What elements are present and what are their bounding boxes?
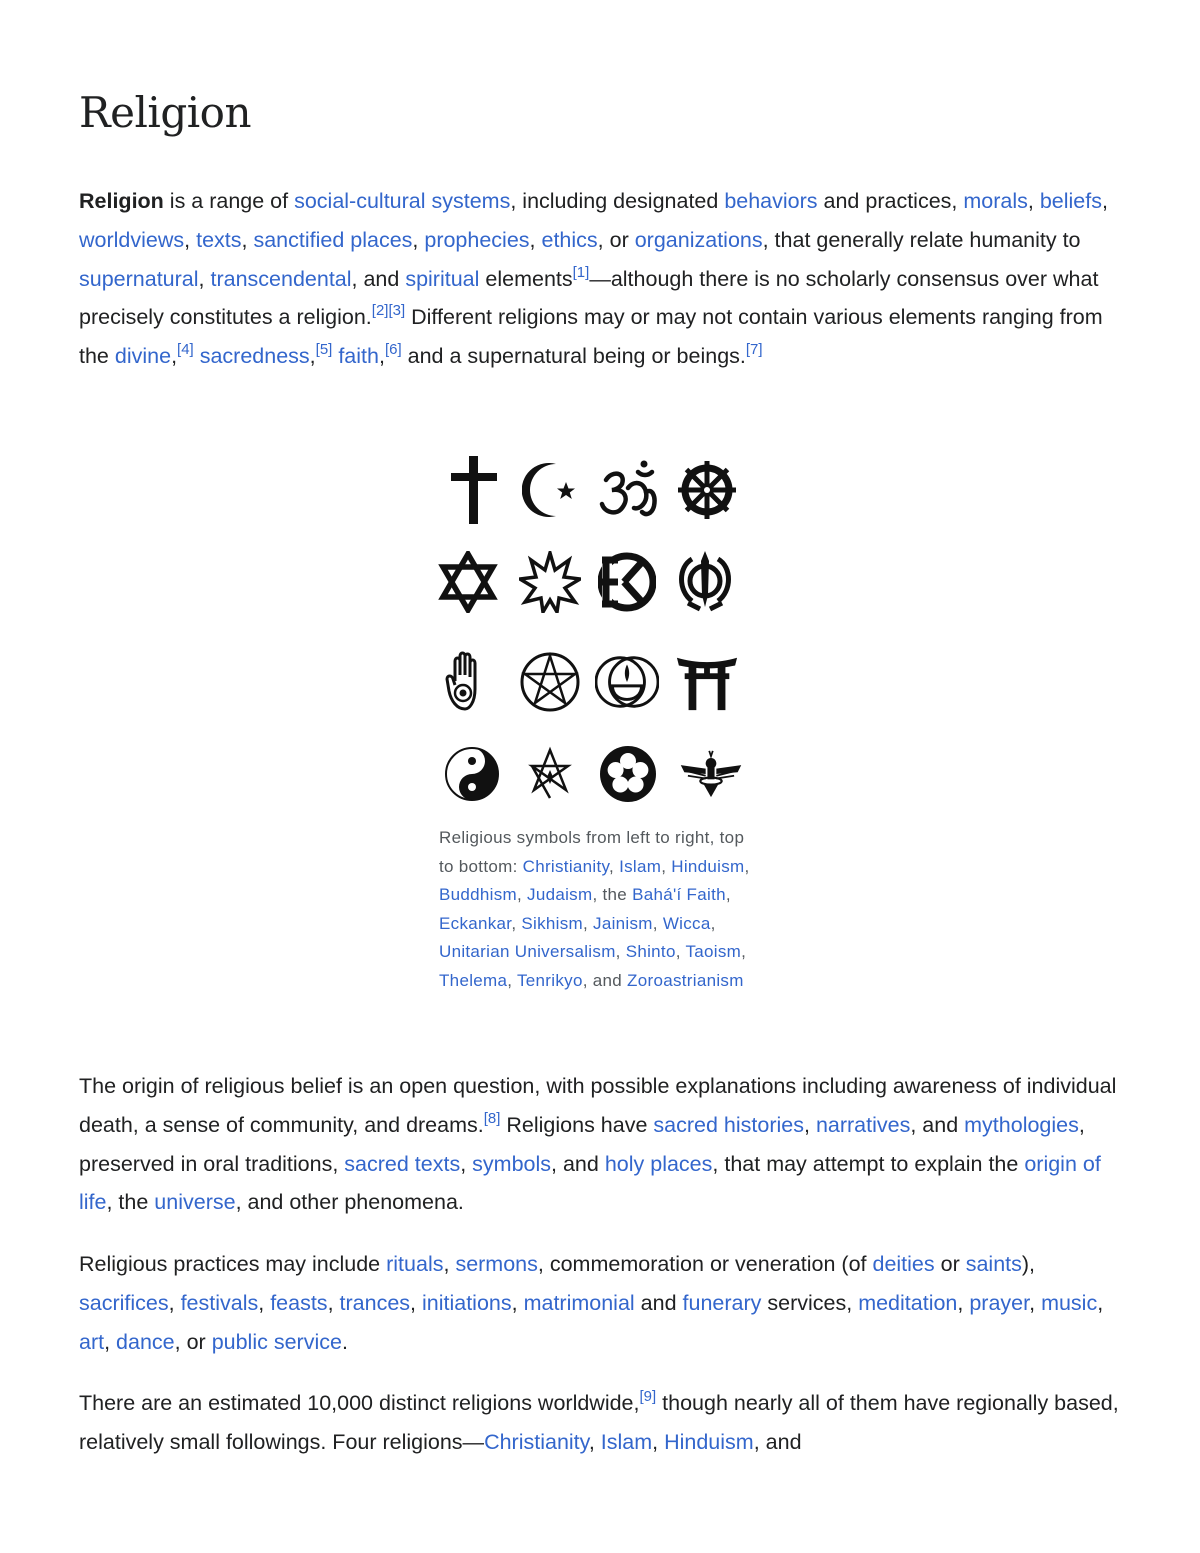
reference-8[interactable]: [8]: [483, 1109, 501, 1127]
text: , the: [592, 885, 633, 905]
link-sacrifices[interactable]: sacrifices: [79, 1290, 169, 1315]
text: and: [634, 1290, 683, 1315]
link-symbols[interactable]: symbols: [472, 1151, 552, 1176]
link-sacred-histories[interactable]: sacred histories: [653, 1112, 804, 1137]
link-organizations[interactable]: organizations: [634, 227, 763, 252]
text: Different religions may or may not contain various elements ranging from the: [79, 305, 1103, 369]
link-beliefs[interactable]: beliefs: [1039, 189, 1102, 213]
link-rituals[interactable]: rituals: [386, 1252, 444, 1276]
caption-link-thelema[interactable]: Thelema: [439, 970, 508, 990]
text: elements: [479, 266, 573, 291]
text: ,: [725, 885, 731, 905]
text: Religions have: [500, 1112, 654, 1137]
caption-link-taoism[interactable]: Taoism: [685, 942, 742, 962]
practices-paragraph: [79, 1245, 1121, 1361]
text: ,: [675, 942, 686, 962]
reference-6[interactable]: [6]: [384, 341, 402, 359]
text: ,: [443, 1252, 456, 1276]
figure-caption: [439, 824, 759, 996]
link-christianity[interactable]: Christianity: [484, 1429, 589, 1454]
text: , including designated: [510, 189, 725, 213]
link-morals[interactable]: morals: [963, 189, 1028, 213]
link-funerary[interactable]: funerary: [682, 1290, 762, 1315]
link-faith[interactable]: faith: [338, 344, 379, 369]
reference-9[interactable]: [9]: [639, 1388, 657, 1405]
torii-icon: [675, 646, 739, 718]
caption-link-tenrikyo[interactable]: Tenrikyo: [517, 970, 583, 990]
link-prophecies[interactable]: prophecies: [424, 227, 530, 252]
link-supernatural[interactable]: supernatural: [79, 266, 199, 291]
link-public-service[interactable]: public service: [211, 1329, 342, 1354]
text: ,: [198, 266, 211, 291]
text: ,: [412, 227, 425, 252]
text: .: [341, 1329, 348, 1354]
link-universe[interactable]: universe: [154, 1190, 236, 1215]
link-trances[interactable]: trances: [339, 1290, 411, 1315]
text: , the: [106, 1190, 155, 1215]
text: ,: [410, 1290, 422, 1315]
eckankar-icon: [595, 546, 659, 618]
text: ,: [1027, 189, 1040, 213]
caption-link-jainism[interactable]: Jainism: [593, 913, 653, 933]
link-sacred-texts[interactable]: sacred texts: [344, 1151, 461, 1176]
text: , and: [753, 1429, 802, 1454]
caption-link-zoroastrianism[interactable]: Zoroastrianism: [627, 970, 744, 990]
caption-link-eckankar[interactable]: Eckankar: [439, 913, 512, 933]
text: Religious practices may include: [79, 1252, 387, 1276]
text: and practices,: [817, 189, 964, 213]
caption-link-judaism[interactable]: Judaism: [527, 885, 593, 905]
caption-link-shinto[interactable]: Shinto: [625, 942, 676, 962]
christian-cross-icon: [442, 454, 506, 526]
pentacle-icon: [518, 646, 582, 718]
text: , commemoration or veneration (of: [537, 1252, 873, 1276]
estimates-paragraph: [79, 1384, 1121, 1462]
link-deities[interactable]: deities: [872, 1252, 935, 1276]
text: services,: [761, 1290, 859, 1315]
text: ,: [511, 1290, 524, 1315]
link-dance[interactable]: dance: [116, 1329, 175, 1354]
text: ,: [652, 913, 663, 933]
caption-link-wicca[interactable]: Wicca: [662, 913, 711, 933]
text: and a supernatural being or beings.: [401, 344, 746, 369]
jain-hand-icon: [433, 646, 497, 718]
text: , or: [174, 1329, 212, 1354]
link-origin-of-life[interactable]: origin of life: [79, 1151, 1101, 1215]
link-feasts[interactable]: feasts: [270, 1290, 328, 1315]
text: ,: [241, 227, 254, 252]
page-title: Religion: [79, 88, 251, 137]
text: , and: [551, 1151, 605, 1176]
link-matrimonial[interactable]: matrimonial: [523, 1290, 635, 1315]
text: The origin of religious belief is an open question, with possible explanations including awareness of individual death, a sense of community, and dreams.: [79, 1074, 1117, 1137]
text: is a range of: [163, 189, 295, 213]
text: , that generally relate humanity to: [762, 227, 1081, 252]
caption-link-unitarian-universalism[interactable]: Unitarian Universalism: [439, 942, 616, 962]
text: ,: [609, 856, 620, 876]
link-texts[interactable]: texts: [196, 227, 242, 252]
link-meditation[interactable]: meditation: [858, 1290, 958, 1315]
text: ),: [1021, 1252, 1036, 1276]
intro-paragraph: [79, 182, 1121, 376]
link-prayer[interactable]: prayer: [969, 1290, 1030, 1315]
text: ,: [184, 227, 197, 252]
link-art[interactable]: art: [79, 1329, 105, 1354]
link-worldviews[interactable]: worldviews: [79, 227, 185, 252]
text: ,: [652, 1429, 665, 1454]
link-spiritual[interactable]: spiritual: [405, 266, 480, 291]
link-saints[interactable]: saints: [965, 1252, 1022, 1276]
text: ,: [615, 942, 626, 962]
text: ,: [511, 913, 522, 933]
caption-link-hinduism[interactable]: Hinduism: [671, 856, 745, 876]
link-sacredness[interactable]: sacredness: [199, 344, 310, 369]
text: ,: [507, 970, 517, 990]
text: ,: [1029, 1290, 1042, 1315]
yin-yang-icon: [440, 738, 504, 810]
link-sermons[interactable]: sermons: [455, 1252, 538, 1276]
dharma-wheel-icon: [675, 454, 739, 526]
text: ,: [378, 344, 385, 369]
text: or: [934, 1252, 966, 1276]
link-social-cultural-systems[interactable]: social-cultural systems: [294, 189, 511, 213]
text: ,: [1101, 189, 1108, 213]
reference-5[interactable]: [5]: [315, 341, 333, 359]
link-ethics[interactable]: ethics: [541, 227, 598, 252]
link-mythologies[interactable]: mythologies: [964, 1112, 1079, 1137]
text: , or: [597, 227, 635, 252]
text: ,: [957, 1290, 970, 1315]
link-sanctified-places[interactable]: sanctified places: [253, 227, 413, 252]
text: ,: [588, 1429, 601, 1454]
text: ,: [258, 1290, 271, 1315]
text: Religious symbols from left to right, top to bottom:: [439, 828, 745, 876]
reference-7[interactable]: [7]: [745, 341, 763, 359]
text: , and: [910, 1112, 965, 1137]
text: ,: [460, 1151, 473, 1176]
tenrikyo-crest-icon: [596, 738, 660, 810]
text: ,: [104, 1329, 117, 1354]
text: ,: [1097, 1290, 1104, 1315]
text: ,: [171, 344, 178, 369]
reference-1[interactable]: [1]: [572, 263, 590, 281]
text: though nearly all of them have regionally based, relatively small followings. Four religions—: [79, 1391, 1119, 1454]
text: ,: [327, 1290, 340, 1315]
link-transcendental[interactable]: transcendental: [210, 266, 352, 291]
caption-link-bahai-faith[interactable]: Bahá'í Faith: [632, 885, 726, 905]
link-behaviors[interactable]: behaviors: [724, 189, 818, 213]
text: —although there is no scholarly consensus over what precisely constitutes a religion.: [79, 266, 1099, 330]
unitarian-chalice-icon: [595, 646, 659, 718]
text: , preserved in oral traditions,: [79, 1112, 1085, 1176]
text: , and other phenomena.: [235, 1190, 464, 1215]
text: ,: [803, 1112, 816, 1137]
reference-3[interactable]: [3]: [388, 302, 406, 320]
text: There are an estimated 10,000 distinct religions worldwide,: [79, 1391, 640, 1415]
link-festivals[interactable]: festivals: [180, 1290, 259, 1315]
text: ,: [168, 1290, 181, 1315]
caption-link-sikhism[interactable]: Sikhism: [521, 913, 583, 933]
text: ,: [710, 913, 716, 933]
bahai-star-icon: [518, 546, 582, 618]
text: , that may attempt to explain the: [712, 1151, 1025, 1176]
text: ,: [661, 856, 672, 876]
text: ,: [741, 942, 747, 962]
star-and-crescent-icon: [520, 454, 584, 526]
om-icon: [597, 454, 661, 526]
text: ,: [744, 856, 750, 876]
text: ,: [582, 913, 594, 933]
link-music[interactable]: music: [1041, 1290, 1098, 1315]
text: , and: [351, 266, 406, 291]
reference-4[interactable]: [4]: [177, 341, 194, 359]
text: , and: [582, 970, 628, 990]
link-islam[interactable]: Islam: [600, 1429, 653, 1454]
link-narratives[interactable]: narratives: [815, 1112, 911, 1137]
reference-2[interactable]: [2]: [371, 302, 389, 320]
faravahar-icon: [679, 738, 743, 810]
star-of-david-icon: [436, 546, 500, 618]
caption-link-islam[interactable]: Islam: [619, 856, 662, 876]
symbols-image[interactable]: [439, 450, 759, 820]
link-holy-places[interactable]: holy places: [604, 1151, 713, 1176]
unicursal-hexagram-icon: [518, 738, 582, 810]
caption-link-buddhism[interactable]: Buddhism: [439, 885, 517, 905]
link-hinduism[interactable]: Hinduism: [664, 1429, 754, 1454]
text: ,: [517, 885, 528, 905]
text: ,: [309, 344, 316, 369]
bold-term: Religion: [79, 189, 164, 213]
link-initiations[interactable]: initiations: [421, 1290, 512, 1315]
origin-paragraph: [79, 1067, 1121, 1222]
link-divine[interactable]: divine: [114, 344, 172, 369]
text: ,: [529, 227, 542, 252]
caption-link-christianity[interactable]: Christianity: [522, 856, 610, 876]
religious-symbols-figure: [439, 450, 779, 990]
khanda-icon: [673, 546, 737, 618]
